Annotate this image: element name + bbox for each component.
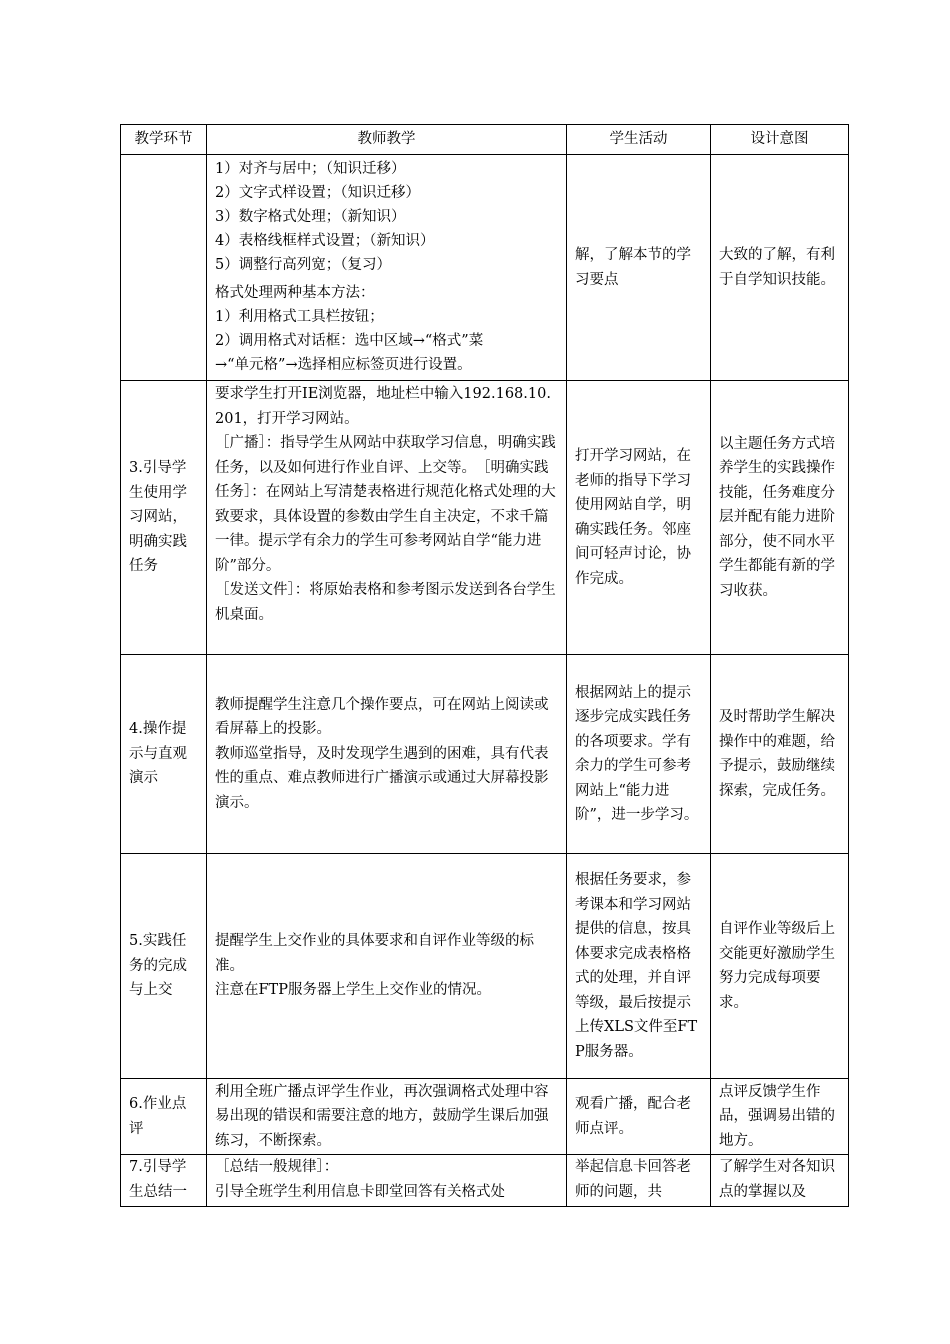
teacher-paragraph: 引导全班学生利用信息卡即堂回答有关格式处 [215, 1183, 505, 1200]
teacher-cell [207, 655, 567, 854]
header-stage: 教学环节 [121, 125, 207, 155]
table-row [121, 155, 849, 381]
teacher-line: 4）表格线框样式设置；（新知识） [215, 233, 435, 249]
teacher-line: →“单元格”→选择相应标签页进行设置。 [215, 357, 472, 373]
stage-line: 4.操作提 [129, 721, 187, 738]
teacher-line: 2）调用格式对话框：选中区域→“格式”菜 [215, 333, 484, 349]
stage-cell [121, 1155, 207, 1207]
teacher-paragraph: 教师巡堂指导，及时发现学生遇到的困难，具有代表性的重点、难点教师进行广播演示或通过大屏幕投影演示。 [215, 745, 549, 811]
teacher-line: 2）文字式样设置；（知识迁移） [215, 185, 420, 201]
teacher-paragraph: 注意在FTP服务器上学生上交作业的情况。 [215, 982, 491, 999]
header-row [121, 125, 849, 155]
stage-line: 明确实践 [129, 533, 187, 550]
teacher-paragraph: 教师提醒学生注意几个操作要点，可在网站上阅读或看屏幕上的投影。 [215, 696, 549, 738]
stage-cell [121, 1079, 207, 1155]
stage-line: 评 [129, 1120, 144, 1137]
header-teacher: 教师教学 [207, 125, 567, 155]
stage-line: 生使用学 [129, 484, 187, 501]
teacher-paragraph: ［总结一般规律］： [215, 1159, 339, 1175]
stage-line: 与上交 [129, 982, 173, 999]
teacher-cell [207, 155, 567, 381]
student-text: 举起信息卡回答老师的问题，共 [575, 1159, 691, 1200]
teacher-line: 格式处理两种基本方法： [215, 285, 375, 301]
lesson-plan-table [120, 124, 849, 1207]
student-cell [567, 1155, 711, 1207]
teacher-paragraph: ［广播］：指导学生从网站中获取学习信息，明确实践任务，以及如何进行作业自评、上交等。 ［明确实践任务］：在网站上写清楚表格进行规范化格式处理的大致要求，具体设置的参数由学生自主决定，不求千篇一律。提示学有余力的学生可参考网站自学“能力进阶”部分。 [215, 435, 556, 574]
intent-cell: 自评作业等级后上交能更好激励学生努力完成每项要求。 [711, 854, 849, 1079]
table-row [121, 1079, 849, 1155]
teacher-line: 3）数字格式处理；（新知识） [215, 209, 406, 225]
teacher-cell [207, 1155, 567, 1207]
stage-line: 5.实践任 [129, 933, 187, 950]
table-row [121, 655, 849, 854]
stage-line: 任务 [129, 558, 158, 575]
student-cell: 根据任务要求，参考课本和学习网站提供的信息，按具体要求完成表格格式的处理，并自评等级，最后按提示上传XLS文件至FTP服务器。 [567, 854, 711, 1079]
intent-cell [711, 1155, 849, 1207]
stage-cell [121, 381, 207, 655]
stage-cell [121, 155, 207, 381]
intent-cell: 及时帮助学生解决操作中的难题，给予提示，鼓励继续探索，完成任务。 [711, 655, 849, 854]
intent-text: 了解学生对各知识点的掌握以及 [719, 1159, 835, 1200]
teacher-cell [207, 381, 567, 655]
intent-cell: 大致的了解，有利于自学知识技能。 [711, 155, 849, 381]
stage-line: 生总结一 [129, 1183, 187, 1200]
teacher-cell [207, 854, 567, 1079]
student-cell: 打开学习网站，在老师的指导下学习使用网站自学，明确实践任务。邻座间可轻声讨论，协作完成。 [567, 381, 711, 655]
student-cell: 观看广播，配合老师点评。 [567, 1079, 711, 1155]
teacher-line: 1）对齐与居中；（知识迁移） [215, 161, 406, 177]
stage-line: 示与直观 [129, 745, 187, 762]
teacher-paragraph: ［发送文件］：将原始表格和参考图示发送到各台学生机桌面。 [215, 582, 556, 623]
teacher-line: 5）调整行高列宽；（复习） [215, 257, 391, 273]
teacher-line: 1）利用格式工具栏按钮； [215, 309, 384, 325]
stage-line: 演示 [129, 770, 158, 787]
table-row [121, 381, 849, 655]
stage-line: 7.引导学 [129, 1159, 187, 1175]
stage-line: 3.引导学 [129, 460, 187, 477]
student-cell: 解，了解本节的学习要点 [567, 155, 711, 381]
teacher-paragraph: 利用全班广播点评学生作业，再次强调格式处理中容易出现的错误和需要注意的地方，鼓励学生课后加强练习，不断探索。 [215, 1083, 549, 1149]
header-intent: 设计意图 [711, 125, 849, 155]
stage-line: 6.作业点 [129, 1096, 187, 1112]
intent-cell: 点评反馈学生作品，强调易出错的地方。 [711, 1079, 849, 1155]
stage-line: 务的完成 [129, 957, 187, 974]
student-cell: 根据网站上的提示逐步完成实践任务的各项要求。学有余力的学生可参考网站上“能力进阶”，进一步学习。 [567, 655, 711, 854]
stage-cell [121, 854, 207, 1079]
teacher-paragraph: 提醒学生上交作业的具体要求和自评作业等级的标准。 [215, 933, 534, 974]
table-row [121, 854, 849, 1079]
table-row [121, 1155, 849, 1207]
intent-cell: 以主题任务方式培养学生的实践操作技能，任务难度分层并配有能力进阶部分，使不同水平学生都能有新的学习收获。 [711, 381, 849, 655]
teacher-paragraph: 要求学生打开IE浏览器，地址栏中输入192.168.10.201，打开学习网站。 [215, 386, 551, 427]
header-student: 学生活动 [567, 125, 711, 155]
stage-line: 习网站， [129, 509, 187, 526]
teacher-cell [207, 1079, 567, 1155]
stage-cell [121, 655, 207, 854]
